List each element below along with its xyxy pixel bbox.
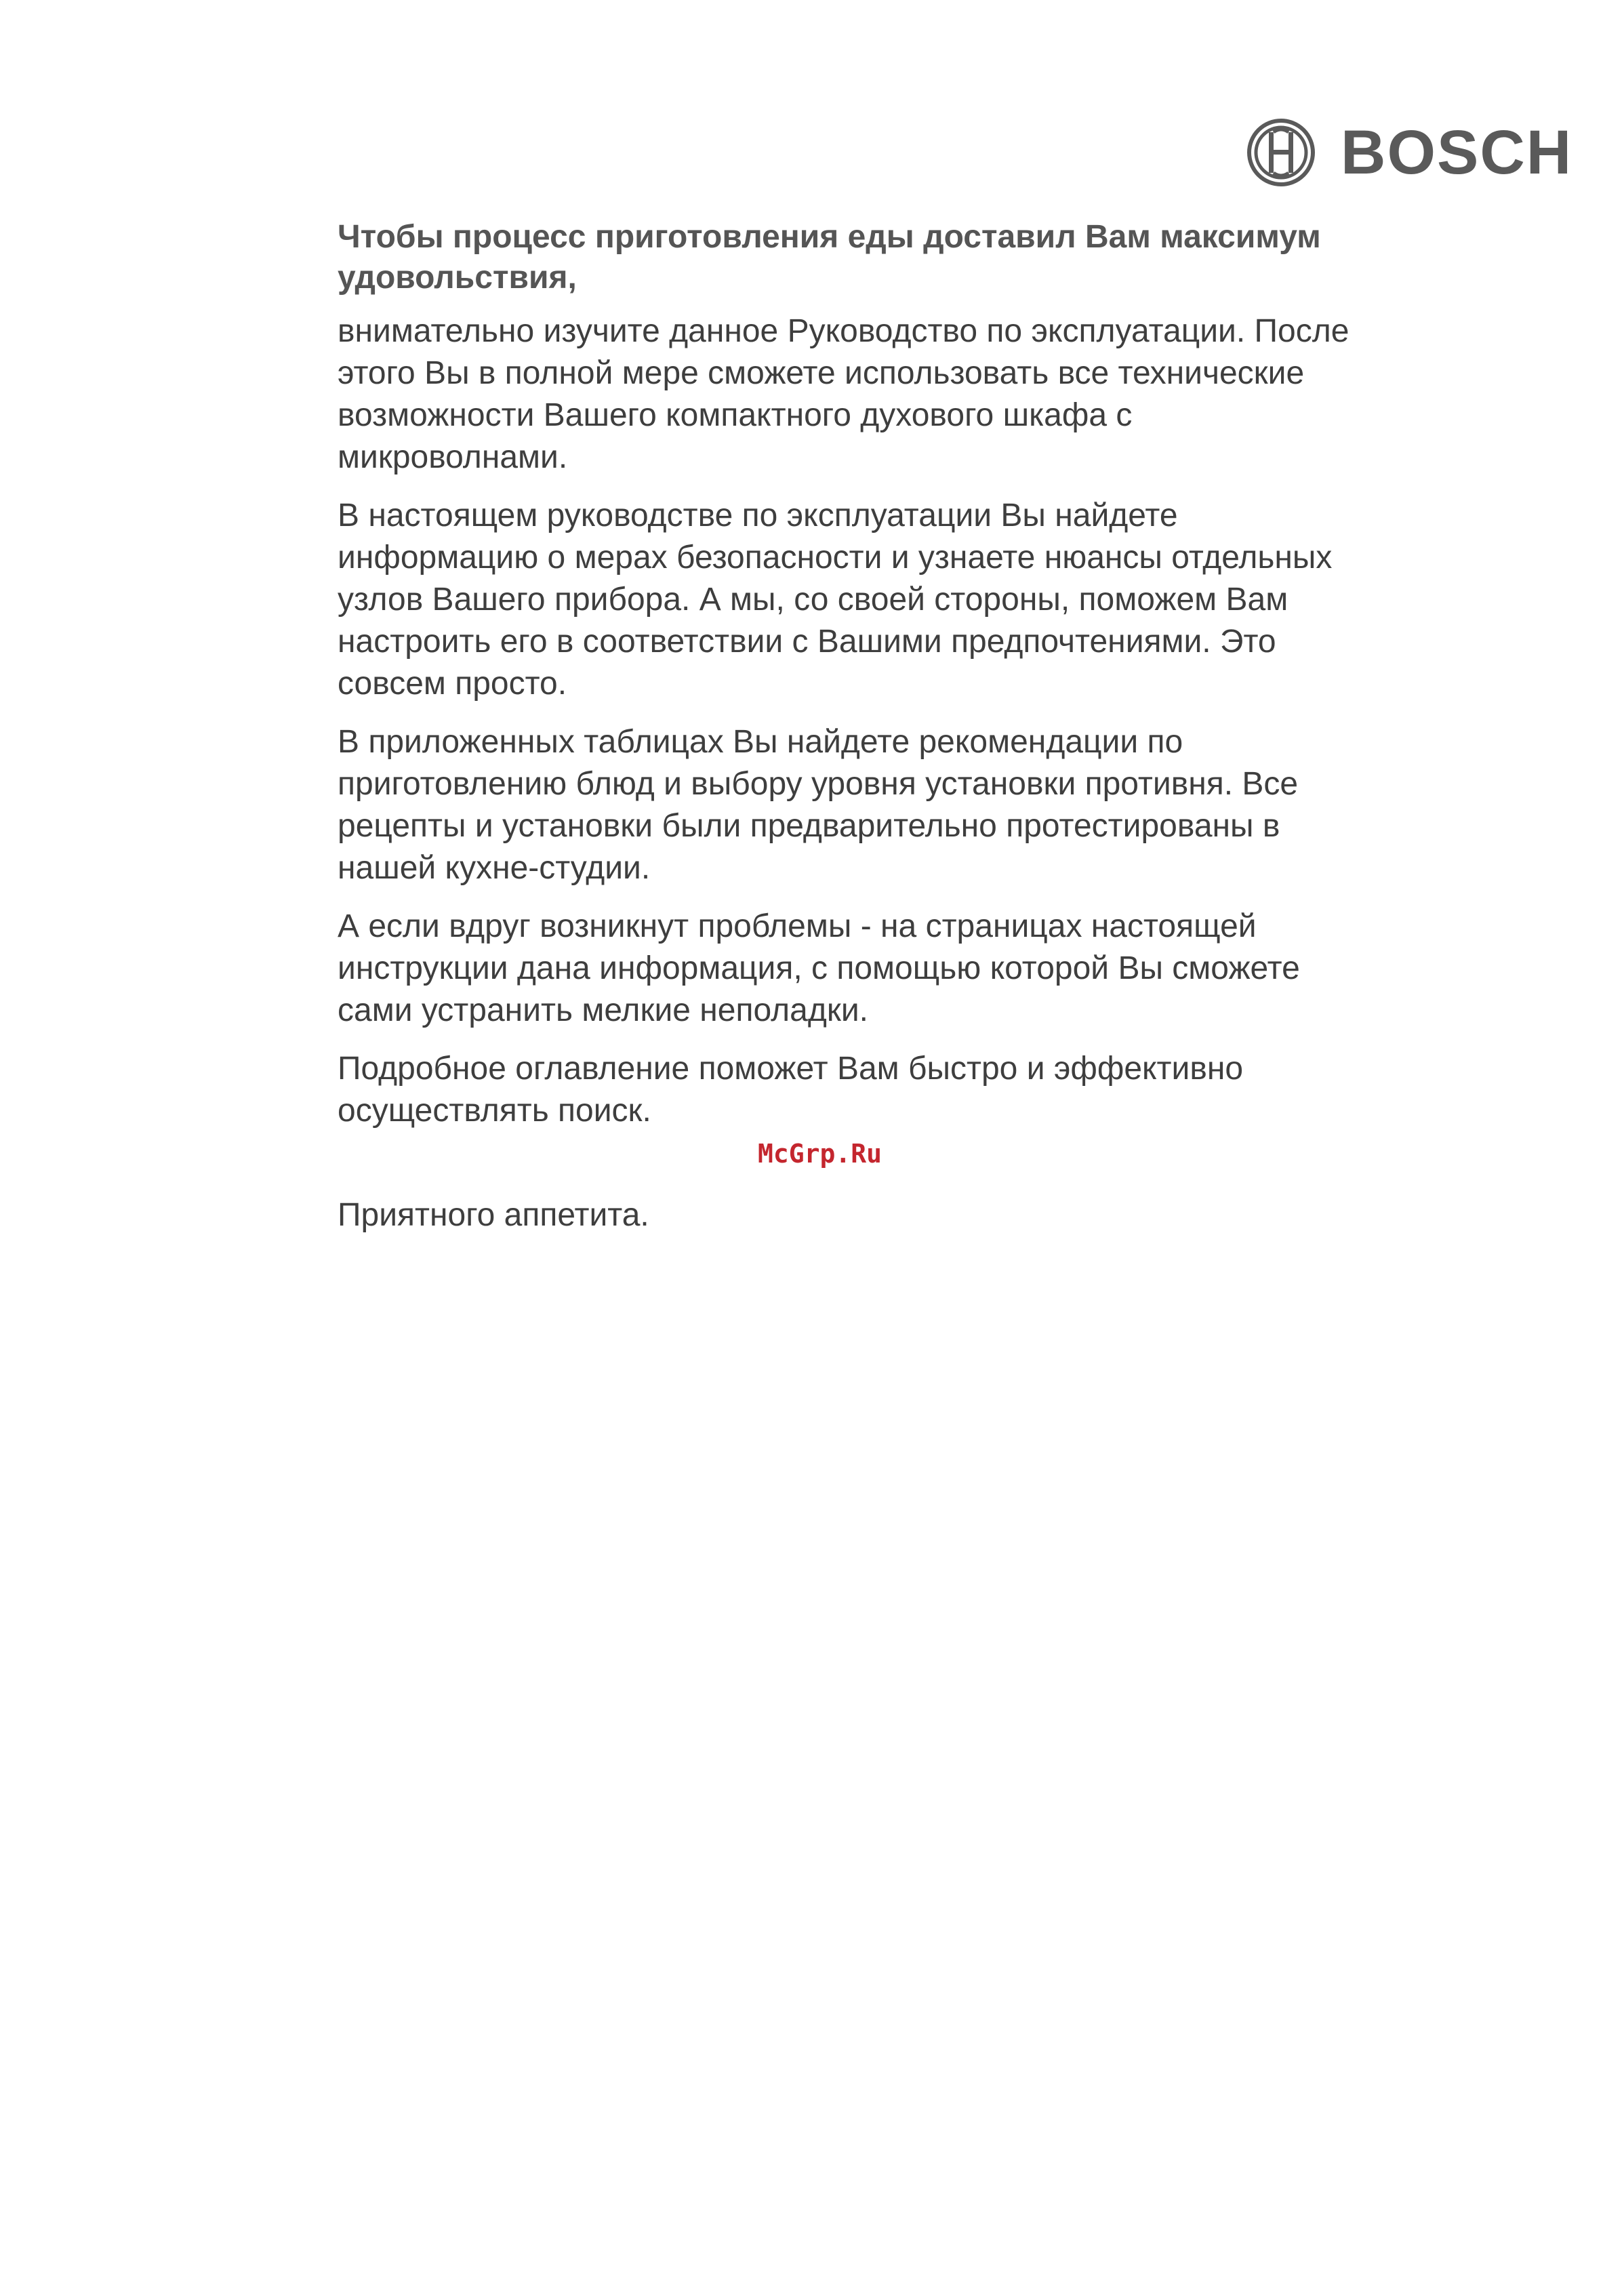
intro-paragraph-2: В настоящем руководстве по эксплуатации Вы найдете информацию о мерах безопасности и узнаете нюансы отдельных узлов Вашего прибора. А мы, со своей стороны, поможем Вам настроить его в соответствии с Вашими предпочтениями. Это совсем просто. (338, 498, 1333, 702)
site-watermark: McGrp.Ru (758, 1139, 882, 1169)
intro-paragraph-5: Подробное оглавление поможет Вам быстро и эффективно осуществлять поиск. (338, 1051, 1244, 1129)
bosch-armature-logo-icon (1246, 117, 1316, 188)
intro-paragraph-1: внимательно изучите данное Руководство по эксплуатации. После этого Вы в полной мере сможете использовать все технические возможности Вашего компактного духового шкафа с микроволнами. (338, 313, 1349, 475)
intro-paragraph-3: В приложенных таблицах Вы найдете рекомендации по приготовлению блюд и выбору уровня установки противня. Все рецепты и установки были предварительно протестированы в нашей кухне-студии. (338, 724, 1299, 886)
brand-logo (1246, 115, 1572, 190)
closing-line: Приятного аппетита. (338, 1197, 649, 1233)
intro-paragraph-4: А если вдруг возникнут проблемы - на страницах настоящей инструкции дана информация, с помощью которой Вы сможете сами устранить мелкие неполадки. (338, 908, 1300, 1028)
brand-name: BOSCH (1341, 118, 1573, 187)
intro-headline: Чтобы процесс приготовления еды доставил Вам максимум удовольствия, (338, 219, 1321, 296)
intro-section (338, 217, 1368, 1148)
